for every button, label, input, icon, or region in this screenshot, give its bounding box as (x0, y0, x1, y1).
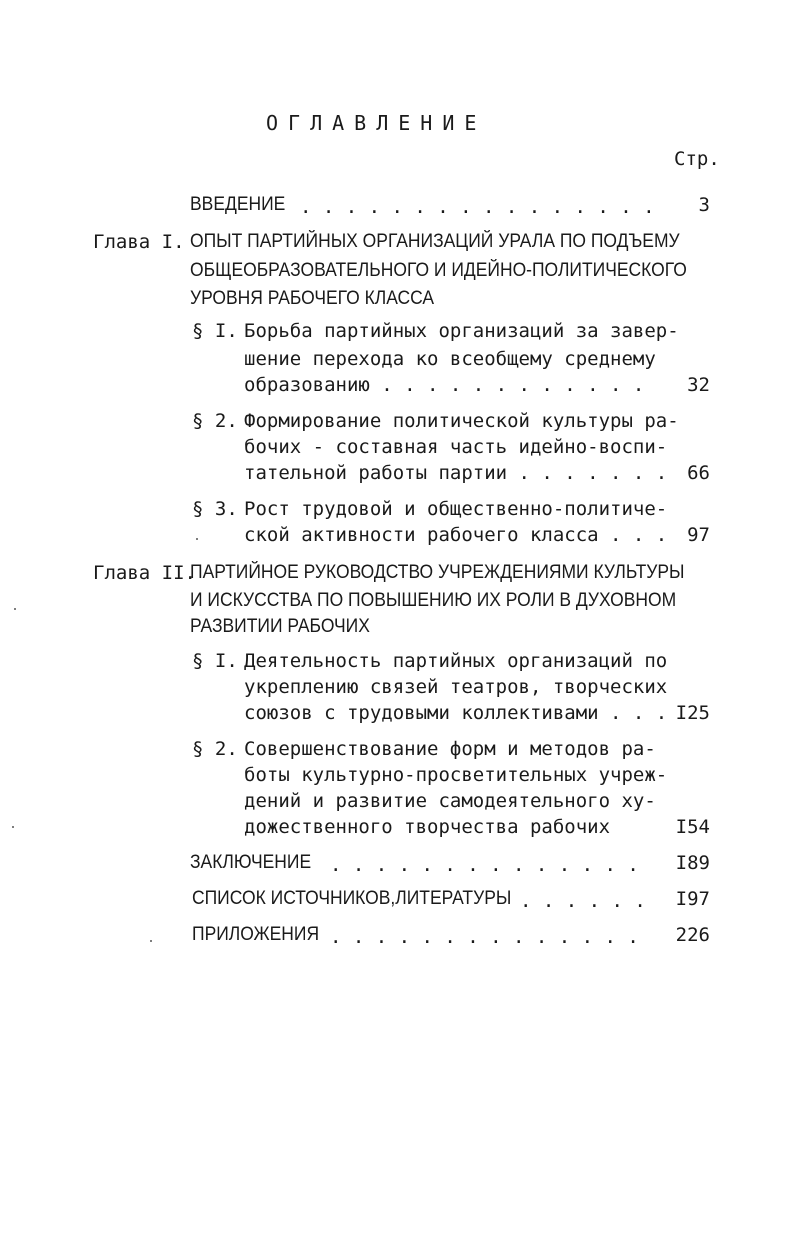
scan-speck (150, 940, 152, 942)
sources-label: СПИСОК ИСТОЧНИКОВ,ЛИТЕРАТУРЫ (192, 888, 512, 909)
intro-dots: . . . . . . . . . . . . . . . . (300, 196, 655, 218)
appendix-dots: . . . . . . . . . . . . . . (330, 926, 639, 948)
appendix-page: 226 (675, 924, 710, 946)
chapter1-title-line-2: ОБЩЕОБРАЗОВАТЕЛЬНОГО И ИДЕЙНО-ПОЛИТИЧЕСКОГО (190, 260, 687, 281)
ch1-sec2-line-2: бочих - составная часть идейно-воспи- (244, 436, 668, 458)
ch1-sec2-num: § 2. (192, 410, 238, 432)
ch1-sec1-line-3: образованию . . . . . . . . . . . . (244, 374, 645, 396)
page-column-label: Стр. (674, 148, 720, 170)
ch1-sec2-line-1: Формирование политической культуры ра- (244, 410, 679, 432)
ch2-sec1-num: § I. (192, 650, 238, 672)
ch1-sec3-page: 97 (687, 524, 710, 546)
conclusion-dots: . . . . . . . . . . . . . . (330, 854, 639, 876)
ch1-sec1-line-2: шение перехода ко всеобщему среднему (244, 348, 656, 370)
chapter1-title-line-1: ОПЫТ ПАРТИЙНЫХ ОРГАНИЗАЦИЙ УРАЛА ПО ПОДЪЕМУ (190, 231, 680, 252)
ch2-sec1-line-1: Деятельность партийных организаций по (244, 650, 668, 672)
ch1-sec3-num: § 3. (192, 498, 238, 520)
ch2-sec1-page: I25 (675, 702, 710, 724)
ch2-sec2-line-4: дожественного творчества рабочих (244, 816, 611, 838)
scan-speck (12, 826, 14, 828)
chapter2-title-line-1: ПАРТИЙНОЕ РУКОВОДСТВО УЧРЕЖДЕНИЯМИ КУЛЬТУРЫ (190, 562, 685, 583)
scan-speck (14, 608, 16, 610)
ch2-sec2-line-2: боты культурно-просветительных учреж- (244, 764, 668, 786)
sources-dots: . . . . . . (520, 890, 646, 912)
ch1-sec2-page: 66 (687, 462, 710, 484)
ch2-sec2-line-3: дений и развитие самодеятельного ху- (244, 790, 656, 812)
sources-page: I97 (675, 888, 710, 910)
conclusion-label: ЗАКЛЮЧЕНИЕ (190, 852, 312, 873)
ch2-sec2-page: I54 (675, 816, 710, 838)
page-title: ОГЛАВЛЕНИЕ (266, 111, 487, 135)
intro-label: ВВЕДЕНИЕ (190, 194, 286, 215)
chapter1-label: Глава I. (93, 231, 185, 253)
chapter2-label: Глава II. (93, 562, 196, 584)
ch1-sec1-page: 32 (687, 374, 710, 396)
scan-speck (196, 538, 198, 540)
ch1-sec1-line-1: Борьба партийных организаций за завер- (244, 320, 679, 342)
chapter1-title-line-3: УРОВНЯ РАБОЧЕГО КЛАССА (190, 288, 435, 309)
ch2-sec1-line-2: укреплению связей театров, творческих (244, 676, 668, 698)
appendix-label: ПРИЛОЖЕНИЯ (192, 924, 320, 945)
ch2-sec2-line-1: Совершенствование форм и методов ра- (244, 738, 656, 760)
ch1-sec3-line-2: ской активности рабочего класса . . . (244, 524, 668, 546)
ch2-sec2-num: § 2. (192, 738, 238, 760)
ch1-sec1-num: § I. (192, 320, 238, 342)
conclusion-page: I89 (675, 852, 710, 874)
ch1-sec3-line-1: Рост трудовой и общественно-политиче- (244, 498, 668, 520)
chapter2-title-line-3: РАЗВИТИИ РАБОЧИХ (190, 616, 370, 637)
intro-page: 3 (698, 194, 710, 216)
chapter2-title-line-2: И ИСКУССТВА ПО ПОВЫШЕНИЮ ИХ РОЛИ В ДУХОВНОМ (190, 590, 677, 611)
ch1-sec2-line-3: тательной работы партии . . . . . . . (244, 462, 668, 484)
ch2-sec1-line-3: союзов с трудовыми коллективами . . . (244, 702, 668, 724)
